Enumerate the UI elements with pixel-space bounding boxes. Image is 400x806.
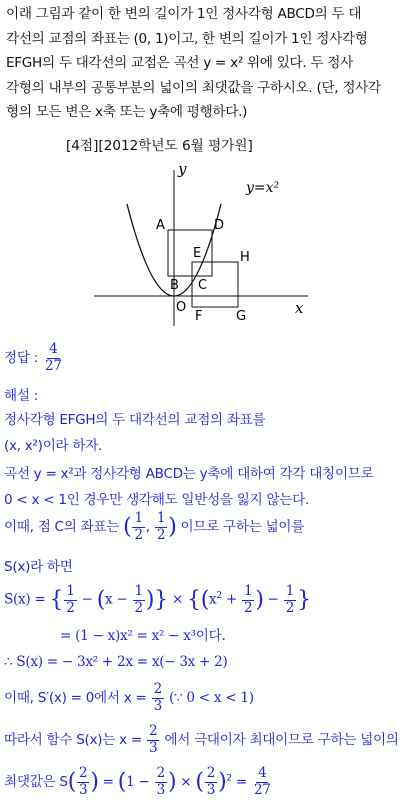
answer-fraction: $\frac{4}{27}$ [45,341,62,374]
solution-line: 0 < x < 1인 경우만 생각해도 일반성을 잃지 않는다. [4,492,309,508]
problem-line: EFGH의 두 대각선의 교점은 곡선 y = x² 위에 있다. 두 정사 [6,55,353,71]
problem-figure [92,158,322,328]
solution-line-point-c: 이때, 점 C의 좌표는 ( $\frac{1}{2}$ , $\frac{1}{2}$ ) 이므로 구하는 넓이를 [4,510,305,543]
label-e: E [193,246,202,261]
solution-header: 해설 : [4,388,38,404]
solution-line-final: 최댓값은 S( $\frac{2}{3}$ ) = (1 − $\frac{2}{3}$ ) × ( $\frac{2}{3}$ )$^2$ = $\frac{4}{27}$ [4,765,271,798]
label-g: G [236,309,247,324]
problem-line: 각선의 교점의 좌표는 (0, 1)이고, 한 변의 길이가 1인 정사각형 [6,30,368,47]
solution-line: S(x)라 하면 [4,559,73,575]
label-h: H [240,250,250,265]
problem-line: 이래 그림과 같이 한 변의 길이가 1인 정사각형 ABCD의 두 대 [6,6,362,22]
label-a: A [156,218,165,233]
solution-line: ∴ S(x) = − 3x² + 2x = x(− 3x + 2) [4,654,228,670]
square-abcd [168,230,212,276]
solution-line: 곡선 y = x²과 정사각형 ABCD는 y축에 대하여 각각 대칭이므로 [4,466,374,482]
curve-label: y=x² [246,180,280,196]
solution-line: = (1 − x)x² = x² − x³이다. [60,628,226,644]
problem-source: [4점][2012학년도 6월 평가원] [66,138,253,154]
problem-line: 각형의 내부의 공통부분의 넓이의 최댓값을 구하시오. (단, 정사각 [6,79,381,96]
answer-line [4,343,65,373]
solution-line: (x, x²)이라 하자. [4,438,103,454]
y-axis-label: y [178,160,187,178]
label-c: C [198,278,208,293]
label-b: B [170,278,179,293]
x-axis-label: x [295,299,304,317]
solution-line-max: 따라서 함수 S(x)는 x = $\frac{2}{3}$ 에서 극대이자 최대이므로 구하는 넓이의 [4,723,399,756]
problem-text [6,2,398,125]
label-d: D [214,218,225,233]
solution-line: 정사각형 EFGH의 두 대각선의 교점의 좌표를 [4,412,266,428]
solution-line-critical: 이때, S′(x) = 0에서 x = $\frac{2}{3}$ (∵ 0 < x < 1) [4,681,254,714]
label-o: O [176,300,187,315]
label-f: F [195,309,203,324]
solution-line-sx: S(x) = { $\frac{1}{2}$ − (x − $\frac{1}{2}$ )} × {($x^2$ + $\frac{1}{2}$ ) − $\frac{1}{2}$ } [4,583,311,616]
answer-label: 정답 : [4,350,38,367]
problem-line: 형의 모든 변은 x축 또는 y축에 평행하다.) [6,104,248,120]
